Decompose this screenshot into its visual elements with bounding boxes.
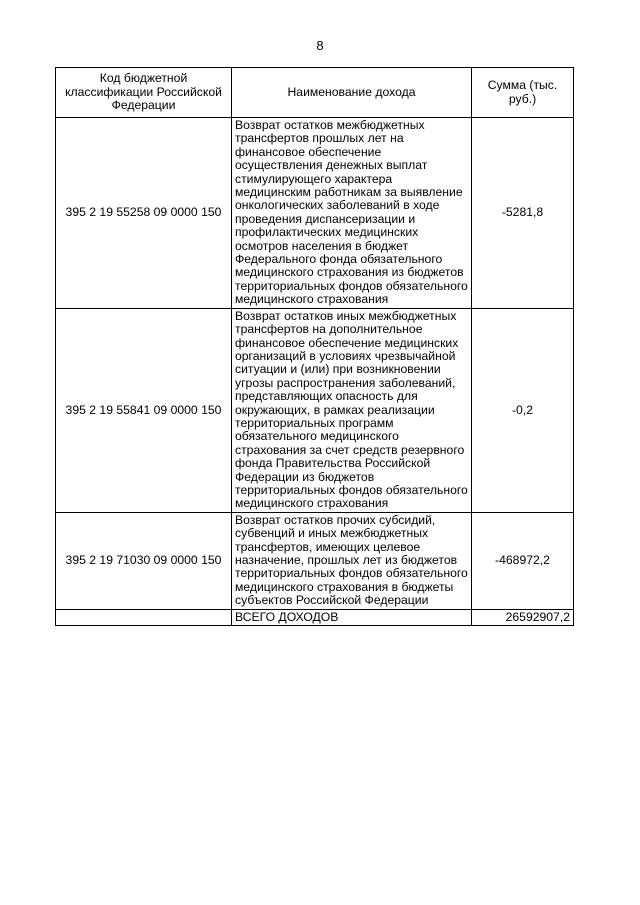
- header-sum: Сумма (тыс. руб.): [472, 68, 574, 118]
- table-row: [56, 118, 574, 309]
- table-row: [56, 308, 574, 512]
- row-sum: -5281,8: [472, 118, 574, 309]
- page-number: 8: [316, 38, 324, 53]
- table-header-row: [56, 68, 574, 118]
- header-name: Наименование дохода: [232, 68, 472, 118]
- total-row: [56, 609, 574, 625]
- total-label: ВСЕГО ДОХОДОВ: [232, 609, 472, 625]
- revenue-table: [55, 67, 574, 626]
- header-code: Код бюджетной классификации Российской Федерации: [56, 68, 232, 118]
- row-sum: -0,2: [472, 308, 574, 512]
- row-code: 395 2 19 55841 09 0000 150: [56, 308, 232, 512]
- row-name: Возврат остатков прочих субсидий, субвенций и иных межбюджетных трансфертов, имеющих целевое назначение, прошлых лет из бюджетов территориальных фондов обязательного медицинского страхования в бюджеты субъектов Российской Федерации: [232, 512, 472, 609]
- row-name: Возврат остатков иных межбюджетных трансфертов на дополнительное финансовое обеспечение медицинских организаций в условиях чрезвычайной ситуации и (или) при возникновении угрозы распространения заболеваний, представляющих опасность для окружающих, в рамках реализации территориальных программ обязательного медицинского страхования за счет средств резервного фонда Правительства Российской Федерации из бюджетов территориальных фондов обязательного медицинского страхования: [232, 308, 472, 512]
- row-sum: -468972,2: [472, 512, 574, 609]
- row-code: 395 2 19 55258 09 0000 150: [56, 118, 232, 309]
- row-code: 395 2 19 71030 09 0000 150: [56, 512, 232, 609]
- table-row: [56, 512, 574, 609]
- row-name: Возврат остатков межбюджетных трансфертов прошлых лет на финансовое обеспечение осуществления денежных выплат стимулирующего характера медицинским работникам за выявление онкологических заболеваний в ходе проведения диспансеризации и профилактических медицинских осмотров населения в бюджет Федерального фонда обязательного медицинского страхования из бюджетов территориальных фондов обязательного медицинского страхования: [232, 118, 472, 309]
- total-code: [56, 609, 232, 625]
- total-sum: 26592907,2: [472, 609, 574, 625]
